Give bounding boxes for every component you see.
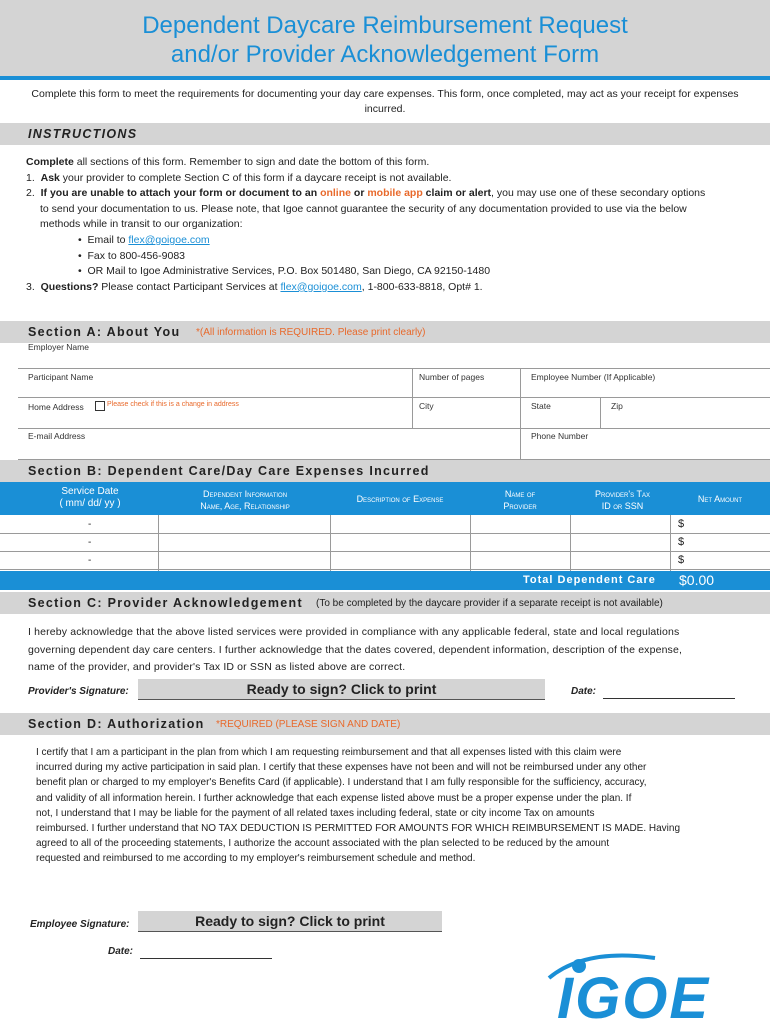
col-service-date: Service Date ( mm/ dd/ yy ) xyxy=(59,486,121,509)
instruction-item-2: 2. If you are unable to attach your form or document to an online or mobile app claim or alert, you may use one of these secondary options xyxy=(26,187,706,200)
participant-name-label: Participant Name xyxy=(28,372,94,382)
home-address-label: Home Address xyxy=(28,402,84,412)
row-3-date[interactable]: - xyxy=(88,555,92,566)
employee-number-label: Employee Number (If Applicable) xyxy=(531,372,656,382)
email-address-label: E-mail Address xyxy=(28,431,86,441)
section-b-header xyxy=(0,460,770,482)
total-label: Total Dependent Care xyxy=(523,574,656,586)
instruction-complete: Complete all sections of this form. Remember to sign and date the bottom of this form. xyxy=(26,156,430,168)
row-1-date[interactable]: - xyxy=(88,519,92,530)
row-2-date[interactable]: - xyxy=(88,537,92,548)
expenses-table-header xyxy=(0,482,770,515)
section-a-title: Section A: About You xyxy=(28,325,181,339)
total-row xyxy=(0,571,770,590)
instructions-body xyxy=(26,155,761,295)
col-dependent-info: Dependent Information Name, Age, Relationship xyxy=(200,489,290,511)
row-1-amount[interactable]: $ xyxy=(678,518,685,530)
col-line xyxy=(670,515,671,571)
row-line xyxy=(0,551,770,552)
employee-sign-button[interactable]: Ready to sign? Click to print xyxy=(138,911,442,932)
instruction-item-2-line2: to send your documentation to us. Please note, that Igoe cannot guarantee the security of any documentation provided to use via the below xyxy=(40,202,687,215)
form-title-line2: and/or Provider Acknowledgement Form xyxy=(170,41,600,68)
section-a-note: *(All information is REQUIRED. Please print clearly) xyxy=(196,327,426,338)
col-line xyxy=(158,515,159,571)
address-change-checkbox[interactable] xyxy=(95,401,105,411)
provider-date-field[interactable] xyxy=(603,698,735,699)
zip-label: Zip xyxy=(611,401,623,411)
section-c-header xyxy=(0,592,770,614)
col-net-amount: Net Amount xyxy=(697,494,743,504)
row-line xyxy=(0,569,770,570)
intro-text: Complete this form to meet the requirements for documenting your day care expenses. This form, once completed, may act as your receipt for expenses incurred. xyxy=(31,88,739,115)
provider-date-label: Date: xyxy=(571,686,597,697)
col-description: Description of Expense xyxy=(356,494,444,504)
header-divider xyxy=(0,76,770,80)
section-c-note: (To be completed by the daycare provider if a separate receipt is not available) xyxy=(316,598,663,609)
number-of-pages-label: Number of pages xyxy=(419,372,485,382)
phone-number-label: Phone Number xyxy=(531,431,589,441)
row-2-amount[interactable]: $ xyxy=(678,536,685,548)
authorization-text: I certify that I am a participant in the plan from which I am requesting reimbursement and that all expenses listed with this claim were incurred during my active participation in said plan. I certify that these expenses have not been and will not be reimbursed under any other benefit plan or charged to my employer's Benefits Card (if applicable). I understand that I am fully responsible for the sufficiency, accuracy, and validity of all information herein. I further acknowledge that each expense listed above must be a proper expense under the plan. If not, I understand that I may be liable for the payment of all related taxes including federal, state or city income Tax on amounts reimbursed. I further understand that NO TAX DEDUCTION IS PERMITTED FOR AMOUNTS FOR WHICH REIMBURSEMENT IS MADE. Having agreed to all of the proceeding statements, I authorize the account associated with the plan selected to be reduced by the amount requested and reimbursed to me according to my employer's reimbursement schedule and method. xyxy=(36,747,681,865)
questions-email-link[interactable]: flex@goigoe.com xyxy=(280,280,362,293)
email-link[interactable]: flex@goigoe.com xyxy=(128,233,210,246)
section-b-title: Section B: Dependent Care/Day Care Expenses Incurred xyxy=(28,464,430,478)
instruction-item-3: 3. Questions? Please contact Participant Services at flex@goigoe.com, 1-800-633-8818, Opt# 1. xyxy=(26,280,483,293)
instructions-title: INSTRUCTIONS xyxy=(28,127,138,141)
address-change-note: Please check if this is a change in address xyxy=(107,401,239,408)
field-divider xyxy=(412,368,413,428)
bullet-fax: • Fax to 800-456-9083 xyxy=(78,249,185,262)
row-line xyxy=(0,533,770,534)
section-d-header xyxy=(0,713,770,735)
employer-name-field[interactable] xyxy=(18,368,770,369)
city-label: City xyxy=(419,401,434,411)
provider-ack-text: I hereby acknowledge that the above listed services were provided in compliance with any applicable federal, state and local regulations governing dependent day care centers. I further acknowledge that the dates covered, dependent information, description of the expense, name of the provider, and provider's Tax ID or SSN as listed above are correct. xyxy=(28,626,683,673)
section-c-title: Section C: Provider Acknowledgement xyxy=(28,596,303,610)
bullet-mail: • OR Mail to Igoe Administrative Services, P.O. Box 501480, San Diego, CA 92150-1480 xyxy=(78,265,491,278)
section-a-header xyxy=(0,321,770,343)
col-line xyxy=(470,515,471,571)
field-divider xyxy=(600,397,601,428)
instruction-item-1: 1. Ask your provider to complete Section C of this form if a daycare receipt is not available. xyxy=(26,171,452,184)
igoe-logo-icon xyxy=(545,952,755,1022)
state-label: State xyxy=(531,401,551,411)
instruction-item-2-line3: methods while in transit to our organization: xyxy=(40,218,243,231)
employee-date-field[interactable] xyxy=(140,958,272,959)
participant-row-field[interactable] xyxy=(18,397,770,398)
col-provider-name: Name of Provider xyxy=(503,489,537,511)
provider-signature-label: Provider's Signature: xyxy=(28,686,129,697)
form-header xyxy=(0,0,770,76)
form-title-line1: Dependent Daycare Reimbursement Request xyxy=(142,12,628,39)
address-row-field[interactable] xyxy=(18,428,770,429)
col-provider-tax-id: Provider's Tax ID or SSN xyxy=(595,489,650,511)
col-line xyxy=(330,515,331,571)
col-line xyxy=(570,515,571,571)
svg-text:IGOE: IGOE xyxy=(557,966,711,1022)
employer-name-label: Employer Name xyxy=(28,342,89,352)
provider-sign-button[interactable]: Ready to sign? Click to print xyxy=(138,679,545,700)
row-3-amount[interactable]: $ xyxy=(678,554,685,566)
instructions-header xyxy=(0,123,770,145)
bullet-email: • Email to flex@goigoe.com xyxy=(78,233,210,246)
employee-signature-label: Employee Signature: xyxy=(30,919,130,930)
field-divider xyxy=(520,368,521,459)
total-amount: $0.00 xyxy=(679,572,715,588)
section-d-note: *REQUIRED (PLEASE SIGN AND DATE) xyxy=(216,719,401,730)
employee-date-label: Date: xyxy=(108,946,134,957)
section-d-title: Section D: Authorization xyxy=(28,717,205,731)
